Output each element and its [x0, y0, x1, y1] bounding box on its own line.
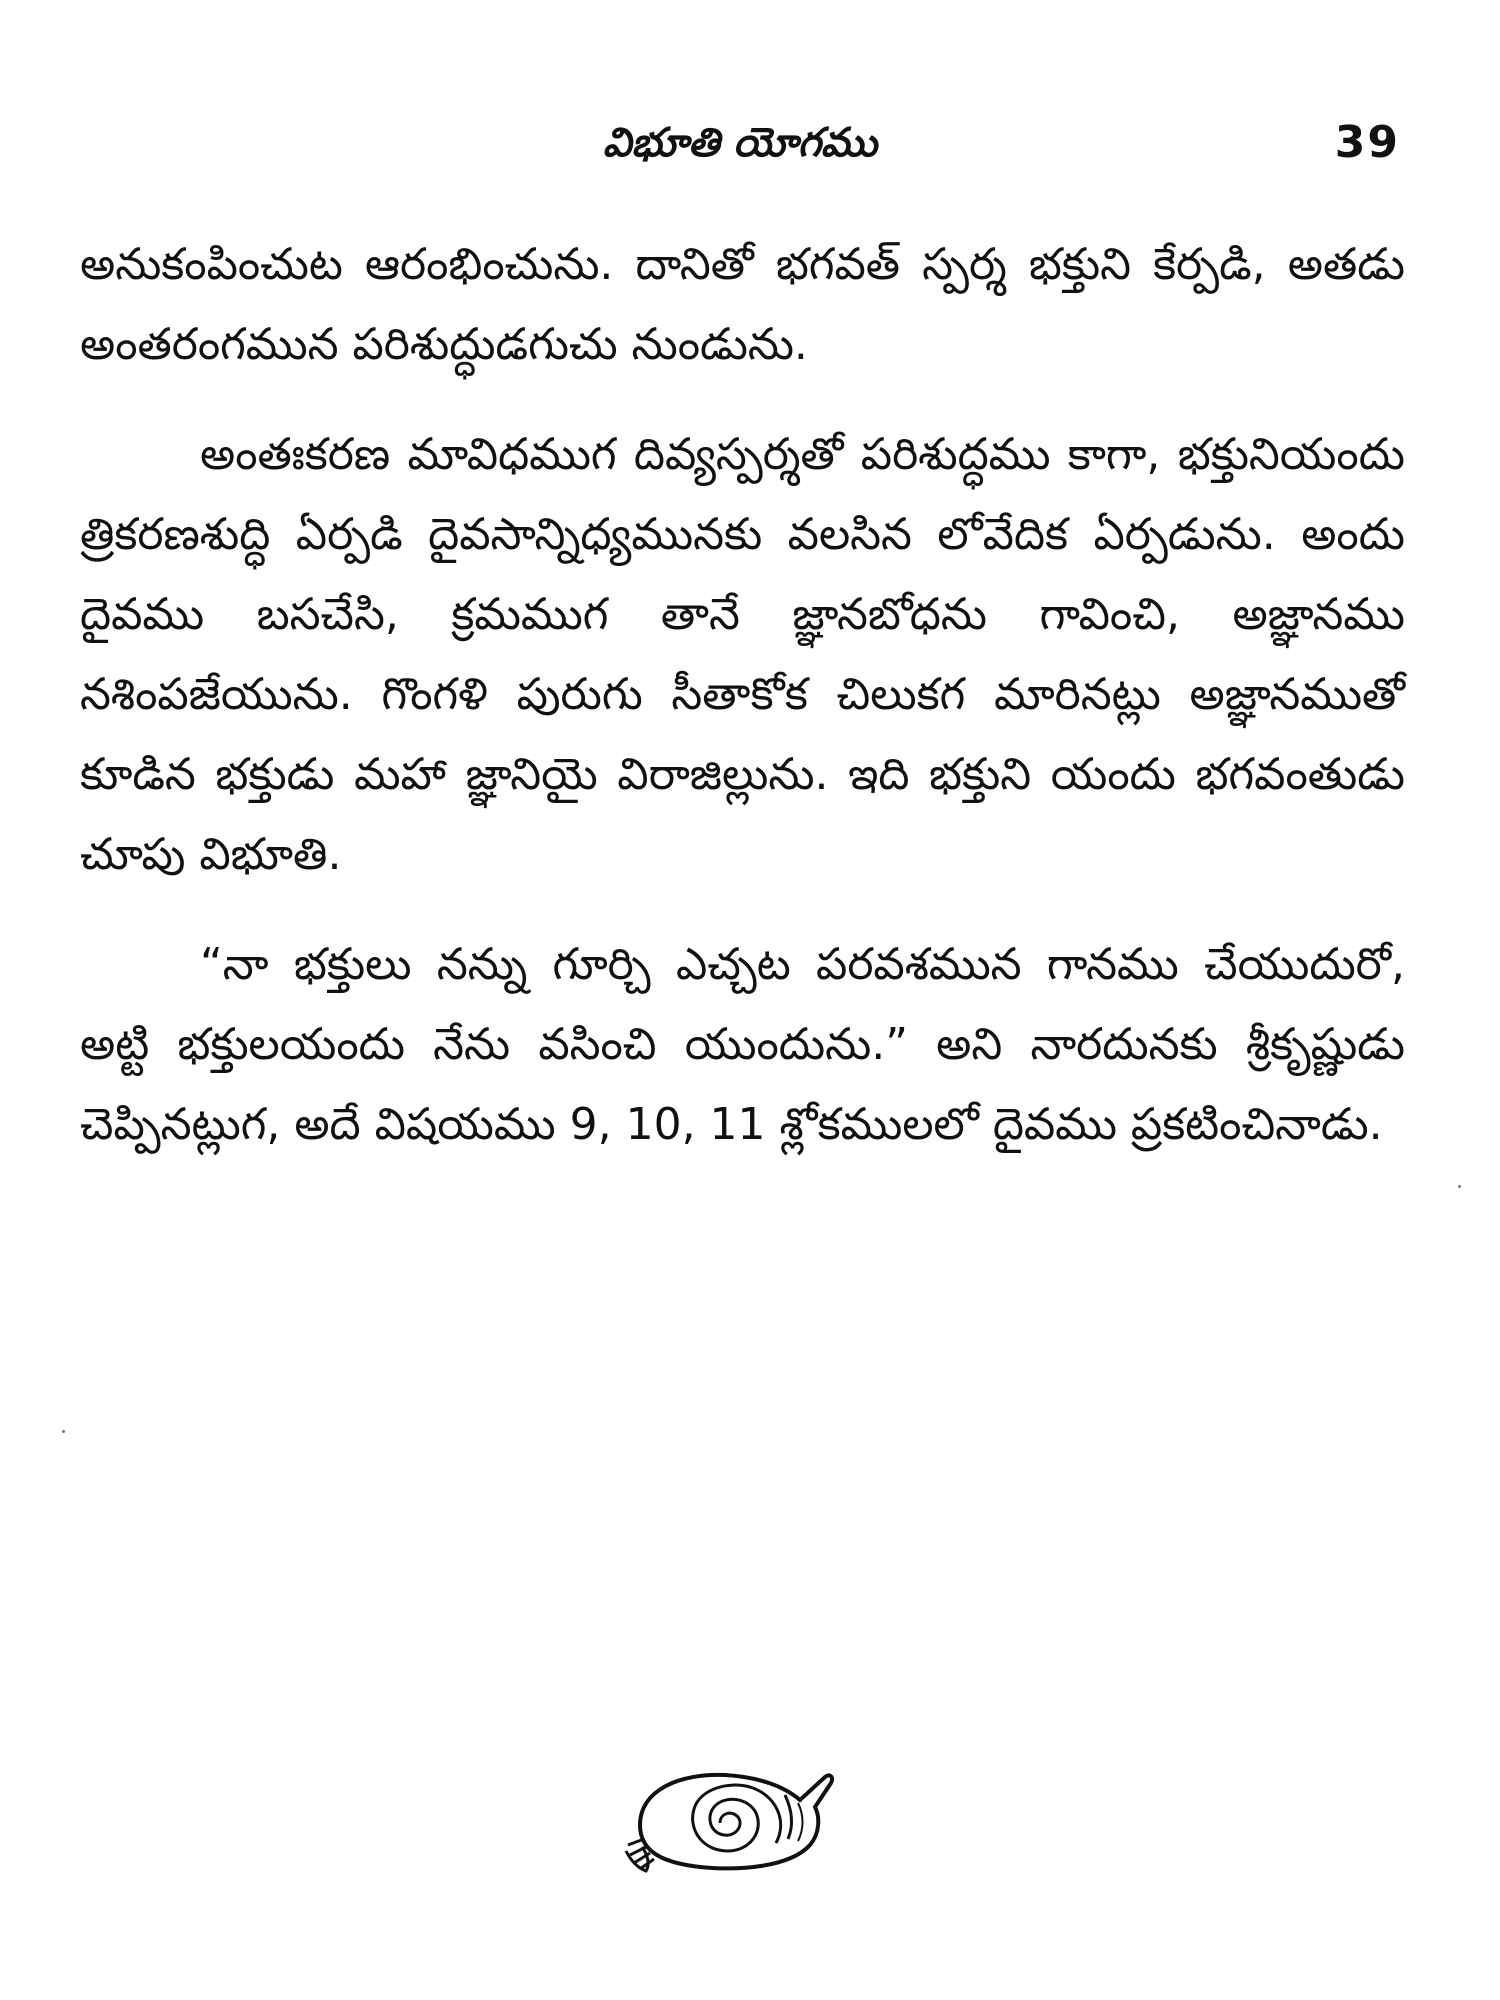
running-head [80, 108, 1400, 178]
running-title: విభూతి యోగము [602, 120, 878, 166]
body-text [80, 225, 1405, 1195]
paragraph-3: “నా భక్తులు నన్ను గూర్చి ఎచ్చట పరవశమున గానము చేయుదురో, అట్టి భక్తులయందు నేను వసించి యుందును.” అని నారదునకు శ్రీకృష్ణుడు చెప్పినట్లుగ, అదే విషయము 9, 10, 11 శ్లోకములలో దైవము ప్రకటించినాడు. [80, 939, 1405, 1150]
conch-shell-icon [620, 1755, 840, 1875]
page-number: 39 [1334, 117, 1400, 168]
paragraph-2: అంతఃకరణ మావిధముగ దివ్యస్పర్శతో పరిశుద్ధము కాగా, భక్తునియందు త్రికరణశుద్ధి ఏర్పడి దైవసాన్నిధ్యమునకు వలసిన లోవేదిక ఏర్పడును. అందు దైవము బసచేసి, క్రమముగ తానే జ్ఞానబోధను గావించి, అజ్ఞానము నశింపజేయును. గొంగళి పురుగు సీతాకోక చిలుకగ మారినట్లు అజ్ఞానముతో కూడిన భక్తుడు మహా జ్ఞానియై విరాజిల్లును. ఇది భక్తుని యందు భగవంతుడు చూపు విభూతి. [80, 429, 1405, 880]
scan-speck [1458, 1185, 1461, 1188]
scan-speck [62, 1430, 65, 1433]
paragraph-1: అనుకంపించుట ఆరంభించును. దానితో భగవత్ స్పర్శ భక్తుని కేర్పడి, అతడు అంతరంగమున పరిశుద్ధుడగుచు నుండును. [80, 239, 1405, 370]
